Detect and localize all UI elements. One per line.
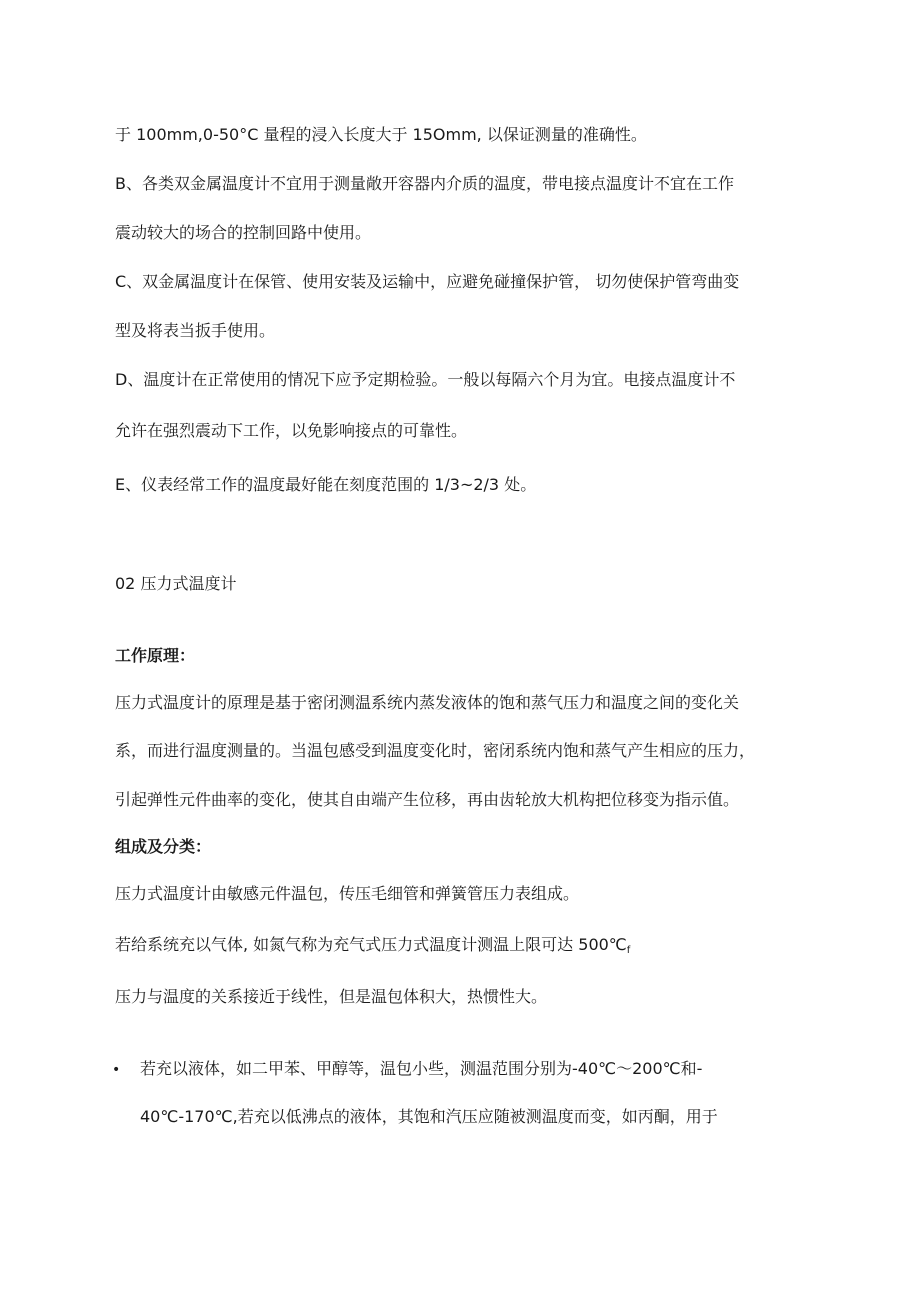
liquid-fill-line-1: 若充以液体，如二甲苯、甲醇等，温包小些，测温范围分别为-40℃～200℃和- xyxy=(140,1059,703,1078)
principle-line-1: 压力式温度计的原理是基于密闭测温系统内蒸发液体的饱和蒸气压力和温度之间的变化关 xyxy=(115,693,740,712)
item-d-line-1: D、温度计在正常使用的情况下应予定期检验。一般以每隔六个月为宜。电接点温度计不 xyxy=(115,370,736,389)
item-e-line-1: E、仪表经常工作的温度最好能在刻度范围的 1/3~2/3 处。 xyxy=(115,475,537,494)
principle-heading: 工作原理： xyxy=(115,646,196,665)
item-c-line-2: 型及将表当扳手使用。 xyxy=(115,321,276,340)
composition-line-1: 压力式温度计由敏感元件温包，传压毛细管和弹簧管压力表组成。 xyxy=(115,884,580,903)
section-title: 02 压力式温度计 xyxy=(115,574,237,593)
principle-line-2: 系，而进行温度测量的。当温包感受到温度变化时，密闭系统内饱和蒸气产生相应的压力， xyxy=(115,741,756,760)
item-b-line-1: B、各类双金属温度计不宜用于测量敞开容器内介质的温度，带电接点温度计不宜在工作 xyxy=(115,174,734,193)
gas-fill-text: 若给系统充以气体, 如氮气称为充气式压力式温度计测温上限可达 500℃ xyxy=(115,935,627,954)
bullet-icon: • xyxy=(112,1062,121,1078)
linearity-line: 压力与温度的关系接近于线性，但是温包体积大，热惯性大。 xyxy=(115,987,548,1006)
item-b-line-2: 震动较大的场合的控制回路中使用。 xyxy=(115,223,372,242)
gas-fill-line xyxy=(115,935,630,961)
principle-line-3: 引起弹性元件曲率的变化，使其自由端产生位移，再由齿轮放大机构把位移变为指示值。 xyxy=(115,790,740,809)
item-c-line-1: C、双金属温度计在保管、使用安装及运输中，应避免碰撞保护管， 切勿使保护管弯曲变 xyxy=(115,272,740,291)
paragraph-immersion-length: 于 100mm,0-50°C 量程的浸入长度大于 15Omm, 以保证测量的准确性。 xyxy=(115,125,647,144)
composition-heading: 组成及分类： xyxy=(115,837,212,856)
gas-fill-suffix: f xyxy=(626,945,631,956)
liquid-fill-line-2: 40℃-170℃,若充以低沸点的液体，其饱和汽压应随被测温度而变，如丙酮，用于 xyxy=(140,1107,718,1126)
item-d-line-2: 允许在强烈震动下工作，以免影响接点的可靠性。 xyxy=(115,421,468,440)
